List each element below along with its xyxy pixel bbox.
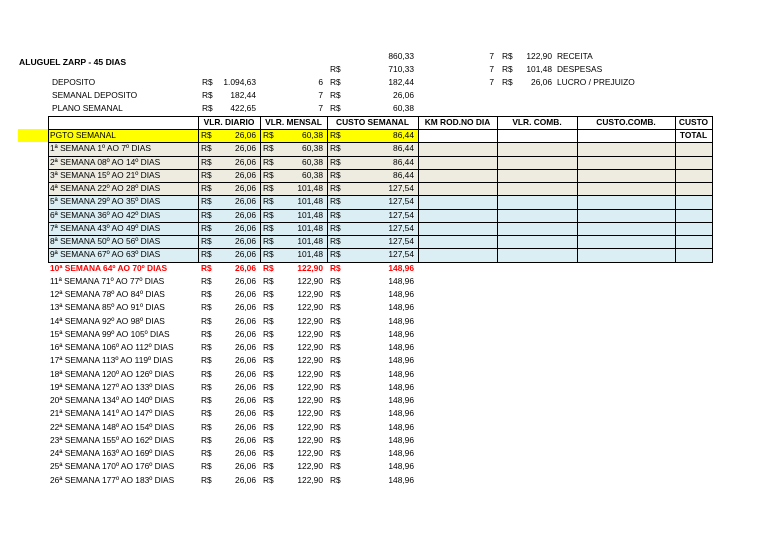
currency-custo: R$	[330, 236, 341, 246]
row-label: 11ª SEMANA 71º AO 77º DIAS	[50, 275, 165, 286]
value-mensal: 122,90	[297, 395, 323, 405]
currency-mensal: R$	[263, 342, 274, 352]
value-custo: 148,96	[388, 275, 414, 286]
grid-line	[48, 195, 712, 196]
row-label: 23ª SEMANA 155º AO 162º DIAS	[50, 434, 175, 445]
summary-value: 182,44	[230, 90, 256, 100]
currency-mensal: R$	[263, 236, 274, 246]
currency-custo: R$	[330, 275, 341, 286]
grid-line	[675, 116, 676, 263]
column-header: VLR. DIARIO	[203, 117, 255, 127]
value-diario: 26,06	[235, 448, 256, 458]
currency-custo: R$	[330, 143, 341, 154]
table-row	[48, 421, 712, 434]
highlight-band	[18, 129, 48, 142]
row-label: 12ª SEMANA 78º AO 84º DIAS	[50, 289, 165, 299]
row-label: 24ª SEMANA 163º AO 169º DIAS	[50, 448, 175, 458]
summary-label: SEMANAL DEPOSITO	[52, 90, 138, 100]
summary-currency: R$	[202, 90, 213, 100]
currency-mensal: R$	[263, 315, 274, 326]
grid-line	[48, 262, 712, 263]
currency-diario: R$	[201, 315, 212, 326]
grid-line	[48, 156, 712, 157]
value-custo: 148,96	[388, 328, 414, 339]
value-custo: 148,96	[388, 289, 414, 299]
currency-mensal: R$	[263, 421, 274, 432]
value-mensal: 60,38	[302, 156, 323, 167]
value-custo: 148,96	[388, 315, 414, 326]
currency-diario: R$	[201, 434, 212, 445]
value-mensal: 122,90	[297, 289, 323, 299]
row-label: 16ª SEMANA 106º AO 112º DIAS	[50, 342, 174, 352]
currency-custo: R$	[330, 169, 341, 180]
value-diario: 26,06	[235, 196, 256, 207]
currency-custo: R$	[330, 289, 341, 299]
currency-diario: R$	[201, 156, 212, 167]
row-label: 25ª SEMANA 170º AO 176º DIAS	[50, 461, 175, 472]
currency-diario: R$	[201, 342, 212, 352]
column-header: VLR. COMB.	[512, 117, 562, 127]
currency-diario: R$	[201, 249, 212, 260]
row-label: 21ª SEMANA 141º AO 147º DIAS	[50, 408, 175, 419]
currency-mensal: R$	[263, 169, 274, 180]
currency-mensal: R$	[263, 249, 274, 260]
value-mensal: 101,48	[297, 236, 323, 246]
value-diario: 26,06	[235, 381, 256, 392]
row-label: 6ª SEMANA 36º AO 42º DIAS	[50, 209, 161, 220]
currency-diario: R$	[201, 275, 212, 286]
currency-custo: R$	[330, 355, 341, 366]
value-custo: 127,54	[388, 236, 414, 246]
value-diario: 26,06	[235, 222, 256, 233]
currency-mensal: R$	[263, 289, 274, 299]
value-mensal: 60,38	[302, 169, 323, 180]
row-label: 8ª SEMANA 50º AO 56º DIAS	[50, 236, 161, 246]
value-custo: 148,96	[388, 434, 414, 445]
value-diario: 26,06	[235, 368, 256, 379]
currency-mensal: R$	[263, 183, 274, 193]
grid-line	[712, 116, 713, 263]
value-diario: 26,06	[235, 328, 256, 339]
table-row	[48, 156, 712, 169]
value-custo: 148,96	[388, 262, 414, 273]
value-custo: 148,96	[388, 381, 414, 392]
value-mensal: 122,90	[297, 448, 323, 458]
value-diario: 26,06	[235, 289, 256, 299]
value-mensal: 122,90	[297, 461, 323, 472]
value-custo: 127,54	[388, 183, 414, 193]
row-label: 13ª SEMANA 85º AO 91º DIAS	[50, 302, 165, 313]
middle-currency: R$	[330, 64, 341, 74]
value-diario: 26,06	[235, 249, 256, 260]
currency-diario: R$	[201, 302, 212, 313]
value-mensal: 122,90	[297, 474, 323, 485]
currency-mensal: R$	[263, 143, 274, 154]
right-count: 7	[489, 51, 494, 61]
currency-mensal: R$	[263, 381, 274, 392]
value-diario: 26,06	[235, 342, 256, 352]
value-diario: 26,06	[235, 156, 256, 167]
table-row	[48, 182, 712, 195]
table-row	[48, 328, 712, 341]
currency-custo: R$	[330, 302, 341, 313]
currency-mensal: R$	[263, 395, 274, 405]
row-label: 5ª SEMANA 29º AO 35º DIAS	[50, 196, 161, 207]
column-header: CUSTO TOTAL	[678, 117, 709, 140]
middle-count: 7	[318, 90, 323, 100]
currency-diario: R$	[201, 448, 212, 458]
column-header: KM ROD.NO DIA	[424, 117, 491, 127]
value-diario: 26,06	[235, 209, 256, 220]
table-row	[48, 275, 712, 288]
grid-line	[48, 169, 712, 170]
currency-custo: R$	[330, 315, 341, 326]
table-row	[48, 354, 712, 367]
row-label: 22ª SEMANA 148º AO 154º DIAS	[50, 421, 175, 432]
currency-mensal: R$	[263, 368, 274, 379]
currency-diario: R$	[201, 395, 212, 405]
value-mensal: 101,48	[297, 249, 323, 260]
value-custo: 148,96	[388, 461, 414, 472]
value-mensal: 122,90	[297, 342, 323, 352]
middle-currency: R$	[330, 77, 341, 87]
row-label: 10ª SEMANA 64º AO 70º DIAS	[50, 262, 168, 273]
right-label: LUCRO / PREJUIZO	[557, 77, 635, 87]
middle-value: 60,38	[393, 103, 414, 113]
table-row	[48, 169, 712, 182]
table-row	[48, 209, 712, 222]
grid-line	[48, 209, 712, 210]
value-mensal: 122,90	[297, 275, 323, 286]
value-mensal: 122,90	[297, 434, 323, 445]
currency-diario: R$	[201, 461, 212, 472]
value-custo: 86,44	[393, 130, 414, 140]
currency-mensal: R$	[263, 328, 274, 339]
value-diario: 26,06	[235, 395, 256, 405]
middle-count	[300, 50, 323, 63]
currency-diario: R$	[201, 355, 212, 366]
table-row	[48, 407, 712, 420]
grid-line	[48, 142, 712, 143]
row-label: 19ª SEMANA 127º AO 133º DIAS	[50, 381, 175, 392]
currency-custo: R$	[330, 130, 341, 140]
value-mensal: 122,90	[297, 381, 323, 392]
currency-mensal: R$	[263, 408, 274, 419]
currency-custo: R$	[330, 448, 341, 458]
column-header: CUSTO.COMB.	[596, 117, 656, 127]
value-mensal: 101,48	[297, 222, 323, 233]
row-label: 4ª SEMANA 22º AO 28º DIAS	[50, 183, 161, 193]
table-row	[48, 447, 712, 460]
value-custo: 127,54	[388, 222, 414, 233]
row-label: 18ª SEMANA 120º AO 126º DIAS	[50, 368, 175, 379]
value-custo: 148,96	[388, 368, 414, 379]
currency-custo: R$	[330, 434, 341, 445]
value-custo: 148,96	[388, 448, 414, 458]
row-label: PGTO SEMANAL	[50, 130, 116, 140]
currency-mensal: R$	[263, 434, 274, 445]
value-diario: 26,06	[235, 130, 256, 140]
currency-custo: R$	[330, 395, 341, 405]
value-custo: 86,44	[393, 156, 414, 167]
value-diario: 26,06	[235, 421, 256, 432]
value-diario: 26,06	[235, 355, 256, 366]
currency-custo: R$	[330, 408, 341, 419]
table-row	[48, 368, 712, 381]
middle-currency: R$	[330, 90, 341, 100]
currency-mensal: R$	[263, 355, 274, 366]
middle-value: 26,06	[393, 90, 414, 100]
right-value: 101,48	[526, 64, 552, 74]
grid-line	[48, 248, 712, 249]
row-label: 26ª SEMANA 177º AO 183º DIAS	[50, 474, 175, 485]
grid-line	[48, 222, 712, 223]
value-mensal: 60,38	[302, 130, 323, 140]
value-mensal: 122,90	[297, 262, 323, 273]
value-custo: 86,44	[393, 169, 414, 180]
currency-mensal: R$	[263, 302, 274, 313]
currency-diario: R$	[201, 169, 212, 180]
table-row	[48, 381, 712, 394]
currency-custo: R$	[330, 368, 341, 379]
row-label: 3ª SEMANA 15º AO 21º DIAS	[50, 169, 161, 180]
currency-mensal: R$	[263, 156, 274, 167]
currency-diario: R$	[201, 328, 212, 339]
currency-custo: R$	[330, 262, 341, 273]
currency-custo: R$	[330, 421, 341, 432]
row-label: 15ª SEMANA 99º AO 105º DIAS	[50, 328, 170, 339]
currency-mensal: R$	[263, 474, 274, 485]
column-header: VLR. MENSAL	[265, 117, 322, 127]
summary-label: DEPOSITO	[52, 77, 96, 87]
table-row	[48, 474, 712, 487]
currency-mensal: R$	[263, 262, 274, 273]
currency-diario: R$	[201, 222, 212, 233]
value-mensal: 122,90	[297, 315, 323, 326]
currency-diario: R$	[201, 209, 212, 220]
value-diario: 26,06	[235, 262, 256, 273]
currency-diario: R$	[201, 289, 212, 299]
value-custo: 86,44	[393, 143, 414, 154]
table-row	[48, 341, 712, 354]
value-custo: 148,96	[388, 302, 414, 313]
table-row	[48, 235, 712, 248]
currency-diario: R$	[201, 262, 212, 273]
currency-custo: R$	[330, 328, 341, 339]
table-row	[48, 262, 712, 275]
grid-line	[48, 129, 712, 130]
currency-custo: R$	[330, 381, 341, 392]
grid-line	[48, 235, 712, 236]
middle-value: 182,44	[388, 77, 414, 87]
table-row	[48, 315, 712, 328]
currency-custo: R$	[330, 196, 341, 207]
table-row	[48, 460, 712, 473]
value-mensal: 122,90	[297, 368, 323, 379]
middle-value: 710,33	[388, 64, 414, 74]
currency-diario: R$	[201, 130, 212, 140]
middle-count: 6	[318, 77, 323, 87]
value-custo: 148,96	[388, 408, 414, 419]
right-currency: R$	[502, 51, 513, 61]
table-row	[48, 394, 712, 407]
currency-mensal: R$	[263, 209, 274, 220]
currency-mensal: R$	[263, 275, 274, 286]
table-row	[48, 195, 712, 208]
value-custo: 148,96	[388, 395, 414, 405]
value-mensal: 122,90	[297, 328, 323, 339]
column-header: CUSTO SEMANAL	[336, 117, 409, 127]
value-mensal: 122,90	[297, 302, 323, 313]
right-count: 7	[489, 64, 494, 74]
grid-line	[198, 116, 199, 263]
grid-line	[48, 116, 712, 117]
grid-line	[48, 182, 712, 183]
value-diario: 26,06	[235, 434, 256, 445]
row-label: 2ª SEMANA 08º AO 14º DIAS	[50, 156, 161, 167]
currency-diario: R$	[201, 421, 212, 432]
grid-line	[260, 116, 261, 263]
currency-diario: R$	[201, 368, 212, 379]
summary-value: 422,65	[230, 103, 256, 113]
value-diario: 26,06	[235, 143, 256, 154]
right-label: RECEITA	[557, 51, 593, 61]
summary-currency: R$	[202, 77, 213, 87]
grid-line	[497, 116, 498, 263]
grid-line	[418, 116, 419, 263]
middle-count	[300, 63, 323, 76]
table-row	[48, 248, 712, 261]
table-row	[48, 288, 712, 301]
value-mensal: 122,90	[297, 355, 323, 366]
value-custo: 127,54	[388, 209, 414, 220]
right-label: DESPESAS	[557, 64, 603, 74]
currency-custo: R$	[330, 342, 341, 352]
currency-diario: R$	[201, 236, 212, 246]
right-currency: R$	[502, 64, 513, 74]
value-mensal: 60,38	[302, 143, 323, 154]
currency-diario: R$	[201, 474, 212, 485]
value-custo: 127,54	[388, 196, 414, 207]
value-mensal: 101,48	[297, 183, 323, 193]
right-value: 26,06	[531, 77, 552, 87]
currency-custo: R$	[330, 209, 341, 220]
currency-mensal: R$	[263, 196, 274, 207]
currency-custo: R$	[330, 222, 341, 233]
currency-diario: R$	[201, 183, 212, 193]
currency-diario: R$	[201, 143, 212, 154]
table-row	[48, 129, 712, 142]
right-value: 122,90	[526, 51, 552, 61]
middle-value: 860,33	[388, 51, 414, 61]
value-diario: 26,06	[235, 236, 256, 246]
currency-diario: R$	[201, 381, 212, 392]
table-row	[48, 142, 712, 155]
summary-label: PLANO SEMANAL	[52, 103, 123, 113]
value-mensal: 101,48	[297, 196, 323, 207]
summary-value: 1.094,63	[223, 77, 256, 87]
currency-custo: R$	[330, 156, 341, 167]
currency-custo: R$	[330, 474, 341, 485]
grid-line	[577, 116, 578, 263]
value-custo: 148,96	[388, 474, 414, 485]
value-diario: 26,06	[235, 474, 256, 485]
value-diario: 26,06	[235, 461, 256, 472]
value-mensal: 122,90	[297, 408, 323, 419]
currency-mensal: R$	[263, 222, 274, 233]
value-diario: 26,06	[235, 408, 256, 419]
currency-mensal: R$	[263, 448, 274, 458]
currency-diario: R$	[201, 196, 212, 207]
value-diario: 26,06	[235, 169, 256, 180]
row-label: 20ª SEMANA 134º AO 140º DIAS	[50, 395, 175, 405]
row-label: 9ª SEMANA 67º AO 63º DIAS	[50, 249, 161, 260]
table-row	[48, 434, 712, 447]
currency-custo: R$	[330, 249, 341, 260]
currency-mensal: R$	[263, 461, 274, 472]
grid-line	[48, 116, 49, 263]
value-custo: 148,96	[388, 355, 414, 366]
summary-currency: R$	[202, 103, 213, 113]
value-custo: 148,96	[388, 421, 414, 432]
currency-diario: R$	[201, 408, 212, 419]
right-currency: R$	[502, 77, 513, 87]
value-mensal: 122,90	[297, 421, 323, 432]
value-diario: 26,06	[235, 275, 256, 286]
row-label: 1ª SEMANA 1º AO 7º DIAS	[50, 143, 151, 154]
value-diario: 26,06	[235, 302, 256, 313]
value-custo: 127,54	[388, 249, 414, 260]
page-title: ALUGUEL ZARP - 45 DIAS	[19, 57, 127, 67]
row-label: 14ª SEMANA 92º AO 98º DIAS	[50, 315, 165, 326]
middle-count: 7	[318, 103, 323, 113]
value-diario: 26,06	[235, 315, 256, 326]
table-row	[48, 222, 712, 235]
currency-custo: R$	[330, 183, 341, 193]
table-row	[48, 301, 712, 314]
currency-mensal: R$	[263, 130, 274, 140]
currency-custo: R$	[330, 461, 341, 472]
value-custo: 148,96	[388, 342, 414, 352]
middle-currency: R$	[330, 103, 341, 113]
grid-line	[327, 116, 328, 263]
row-label: 17ª SEMANA 113º AO 119º DIAS	[50, 355, 173, 366]
value-diario: 26,06	[235, 183, 256, 193]
row-label: 7ª SEMANA 43º AO 49º DIAS	[50, 222, 161, 233]
right-count: 7	[489, 77, 494, 87]
value-mensal: 101,48	[297, 209, 323, 220]
